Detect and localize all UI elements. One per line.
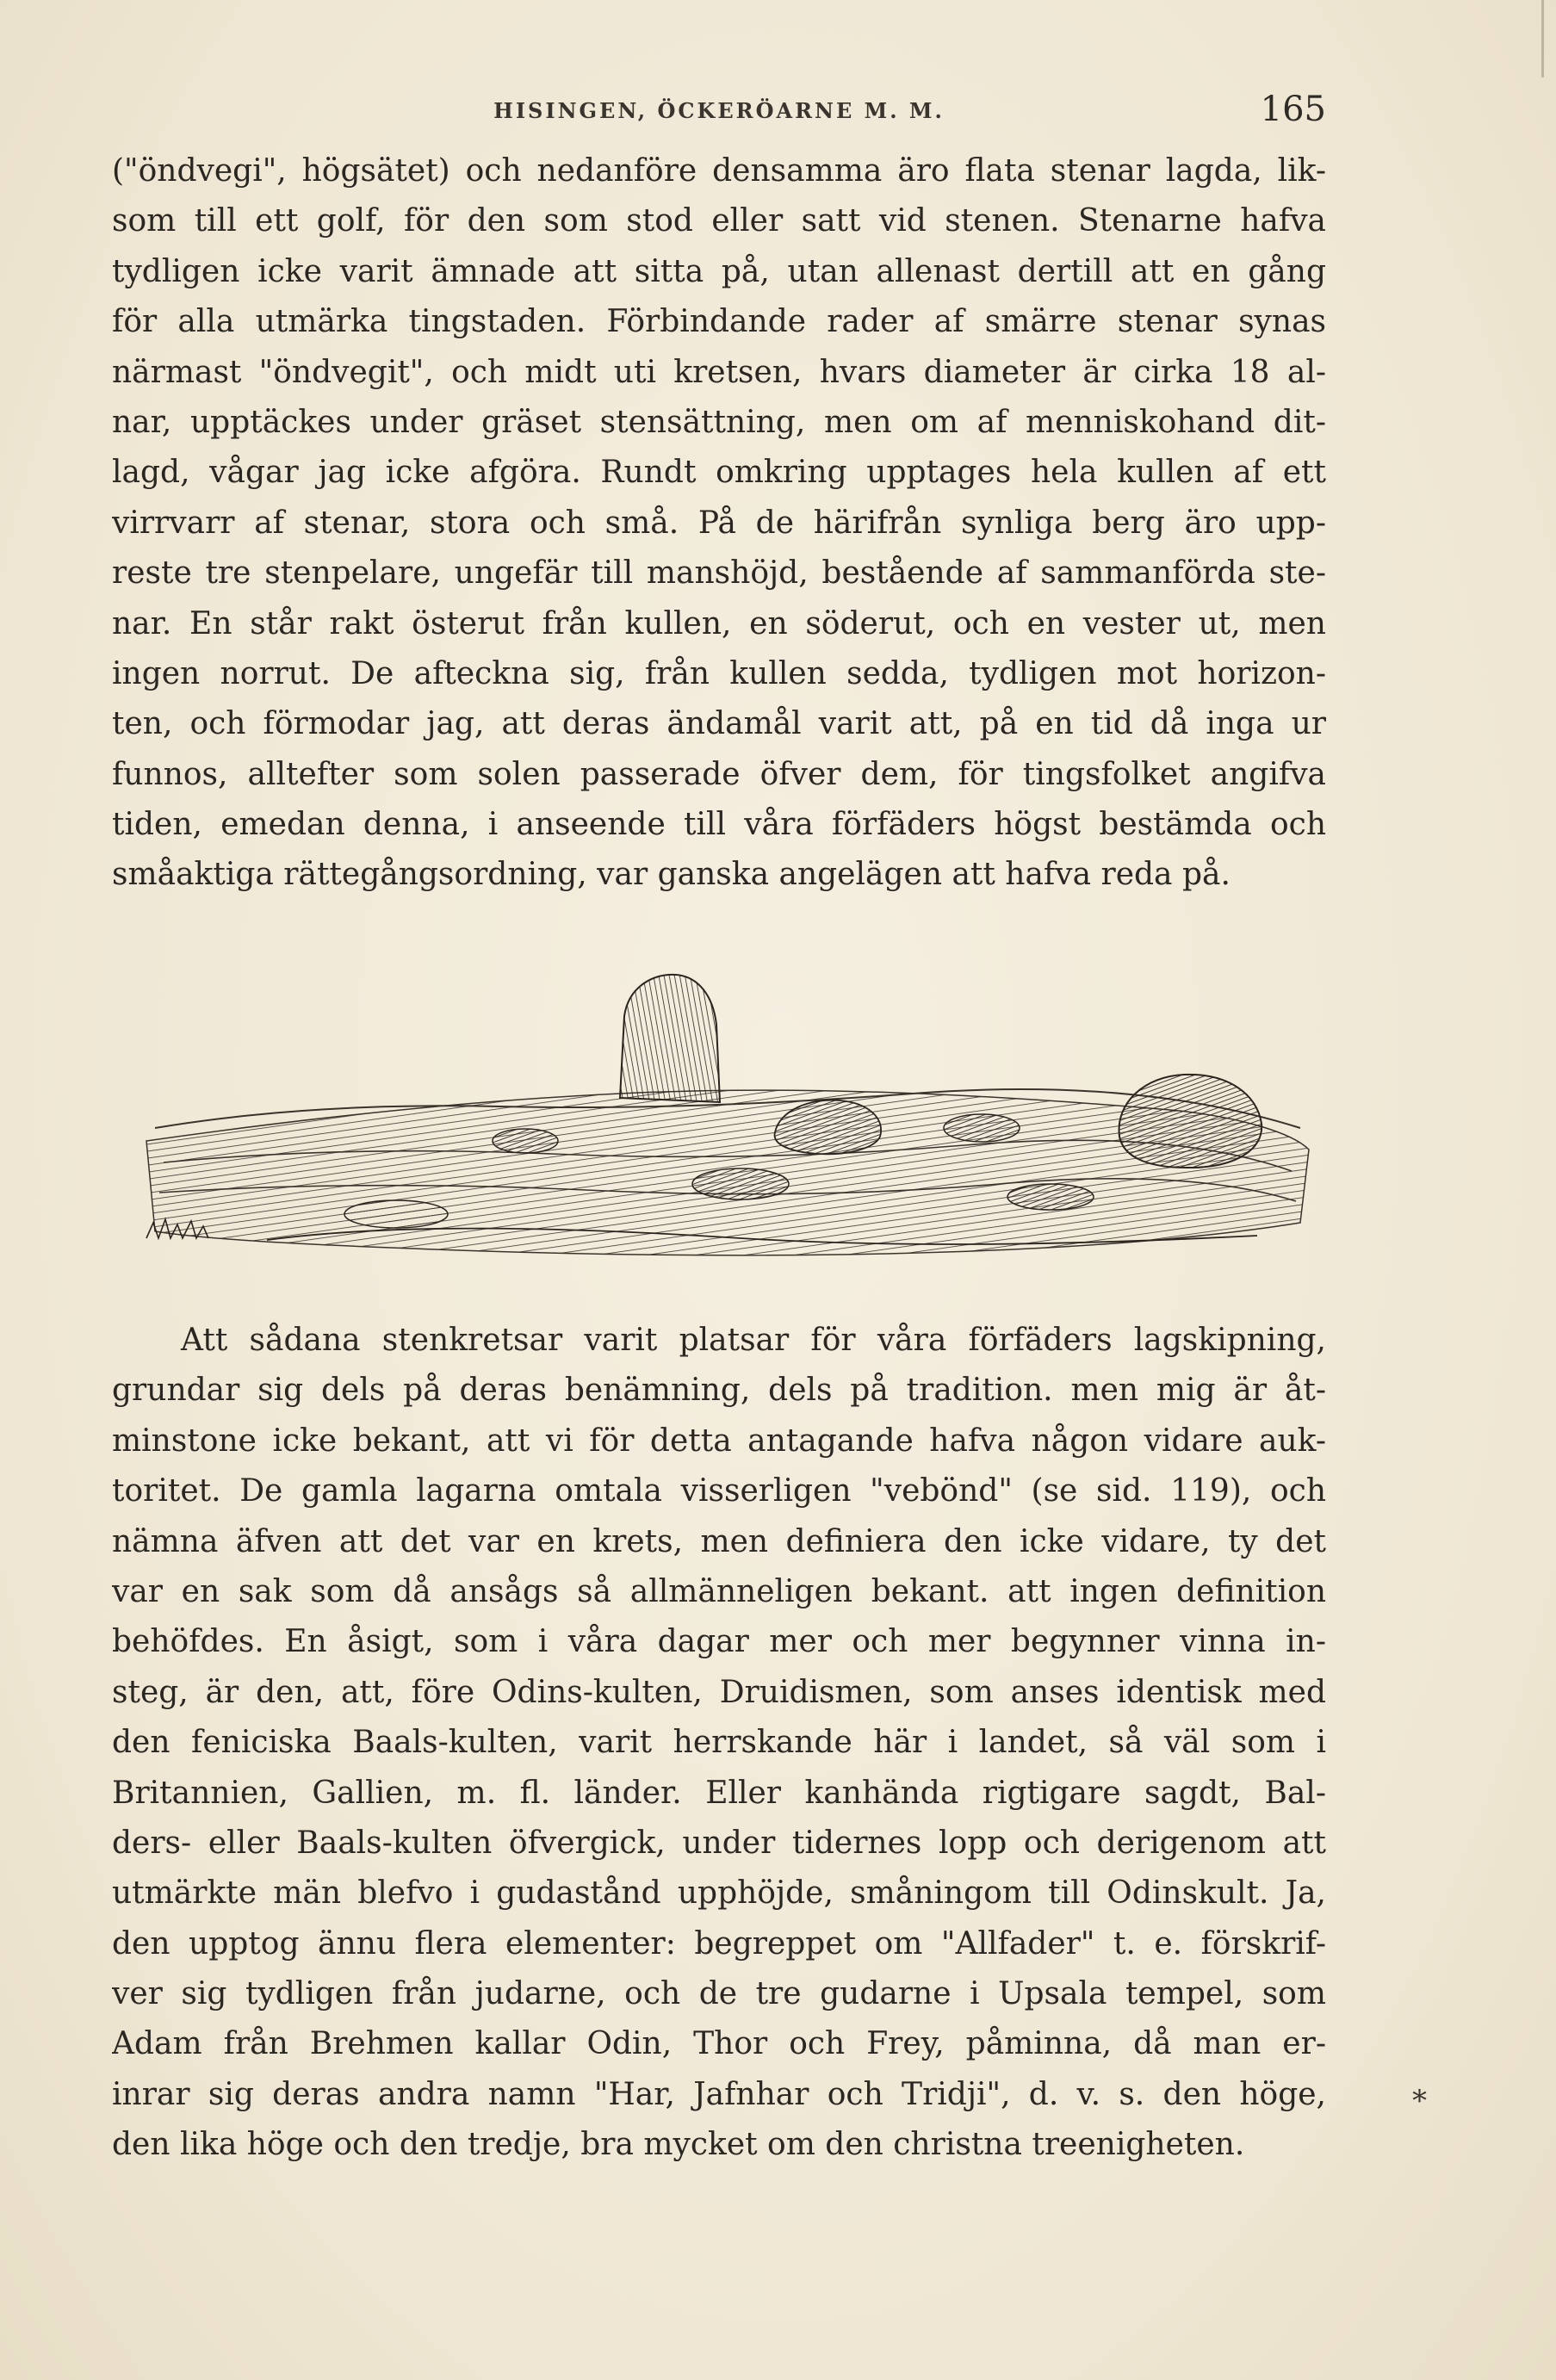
text-line: lagd, vågar jag icke afgöra. Rundt omkring upptages hela kullen af ett xyxy=(112,455,1326,491)
paragraph-2 xyxy=(112,1316,1326,2171)
text-line: Att sådana stenkretsar varit platsar för våra förfäders lagskipning, xyxy=(181,1323,1326,1358)
page-number: 165 xyxy=(1260,90,1326,129)
text-line: ver sig tydligen från judarne, och de tre gudarne i Upsala tempel, som xyxy=(112,1976,1326,2012)
text-line: reste tre stenpelare, ungefär till manshöjd, bestående af sammanförda ste- xyxy=(112,555,1326,592)
text-line: nämna äfven att det var en krets, men definiera den icke vidare, ty det xyxy=(112,1523,1326,1559)
text-line: den feniciska Baals-kulten, varit herrskande här i landet, så väl som i xyxy=(112,1725,1326,1761)
text-line: tydligen icke varit ämnade att sitta på, utan allenast dertill att en gång xyxy=(112,253,1326,289)
text-line: tiden, emedan denna, i anseende till våra förfäders högst bestämda och xyxy=(112,807,1326,843)
text-line: grundar sig dels på deras benämning, dels på tradition. men mig är åt- xyxy=(112,1373,1326,1409)
stone-circle-engraving xyxy=(138,964,1326,1283)
text-line: minstone icke bekant, att vi för detta antagande hafva någon vidare auk- xyxy=(112,1422,1326,1459)
text-line: nar. En står rakt österut från kullen, en söderut, och en vester ut, men xyxy=(112,605,1326,641)
text-line: behöfdes. En åsigt, som i våra dagar mer och mer begynner vinna in- xyxy=(112,1624,1326,1660)
text-line: inrar sig deras andra namn "Har, Jafnhar och Tridji", d. v. s. den höge, xyxy=(112,2076,1326,2112)
page-edge-mark xyxy=(1541,0,1544,77)
text-line: ingen norrut. De afteckna sig, från kullen sedda, tydligen mot horizon- xyxy=(112,655,1326,691)
text-line: nar, upptäckes under gräset stensättning, men om af menniskohand dit- xyxy=(112,404,1326,440)
text-line: ("öndvegi", högsätet) och nedanföre densamma äro flata stenar lagda, lik- xyxy=(112,153,1326,189)
text-line: som till ett golf, för den som stod eller satt vid stenen. Stenarne hafva xyxy=(112,203,1326,239)
text-line: funnos, alltefter som solen passerade öfver dem, för tingsfolket angifva xyxy=(112,756,1326,792)
text-line: Adam från Brehmen kallar Odin, Thor och Frey, påminna, då man er- xyxy=(112,2026,1326,2062)
text-line: toritet. De gamla lagarna omtala visserligen "vebönd" (se sid. 119), och xyxy=(112,1473,1326,1509)
text-line: ders- eller Baals-kulten öfvergick, under tidernes lopp och derigenom att xyxy=(112,1825,1326,1861)
paragraph-1 xyxy=(112,146,1326,901)
text-line: närmast "öndvegit", och midt uti kretsen, hvars diameter är cirka 18 al- xyxy=(112,354,1326,390)
text-line: småaktiga rättegångsordning, var ganska angelägen att hafva reda på. xyxy=(112,857,1231,893)
text-line: för alla utmärka tingstaden. Förbindande rader af smärre stenar synas xyxy=(112,304,1326,340)
text-line: Britannien, Gallien, m. fl. länder. Eller kanhända rigtigare sagdt, Bal- xyxy=(112,1775,1326,1811)
text-line: virrvarr af stenar, stora och små. På de härifrån synliga berg äro upp- xyxy=(112,505,1326,541)
running-title: HISINGEN, ÖCKERÖARNE M. M. xyxy=(493,98,945,123)
text-line: steg, är den, att, före Odins-kulten, Druidismen, som anses identisk med xyxy=(112,1674,1326,1710)
text-line: var en sak som då ansågs så allmänneligen bekant. att ingen definition xyxy=(112,1573,1326,1609)
text-line: den lika höge och den tredje, bra mycket om den christna treenigheten. xyxy=(112,2127,1245,2163)
text-line: utmärkte män blefvo i gudastånd upphöjde, småningom till Odinskult. Ja, xyxy=(112,1875,1326,1912)
text-line: ten, och förmodar jag, att deras ändamål varit att, på en tid då inga ur xyxy=(112,706,1326,742)
text-line: den upptog ännu flera elementer: begreppet om "Allfader" t. e. förskrif- xyxy=(112,1925,1326,1962)
page-header xyxy=(112,90,1326,136)
margin-mark: * xyxy=(1412,2084,1427,2118)
